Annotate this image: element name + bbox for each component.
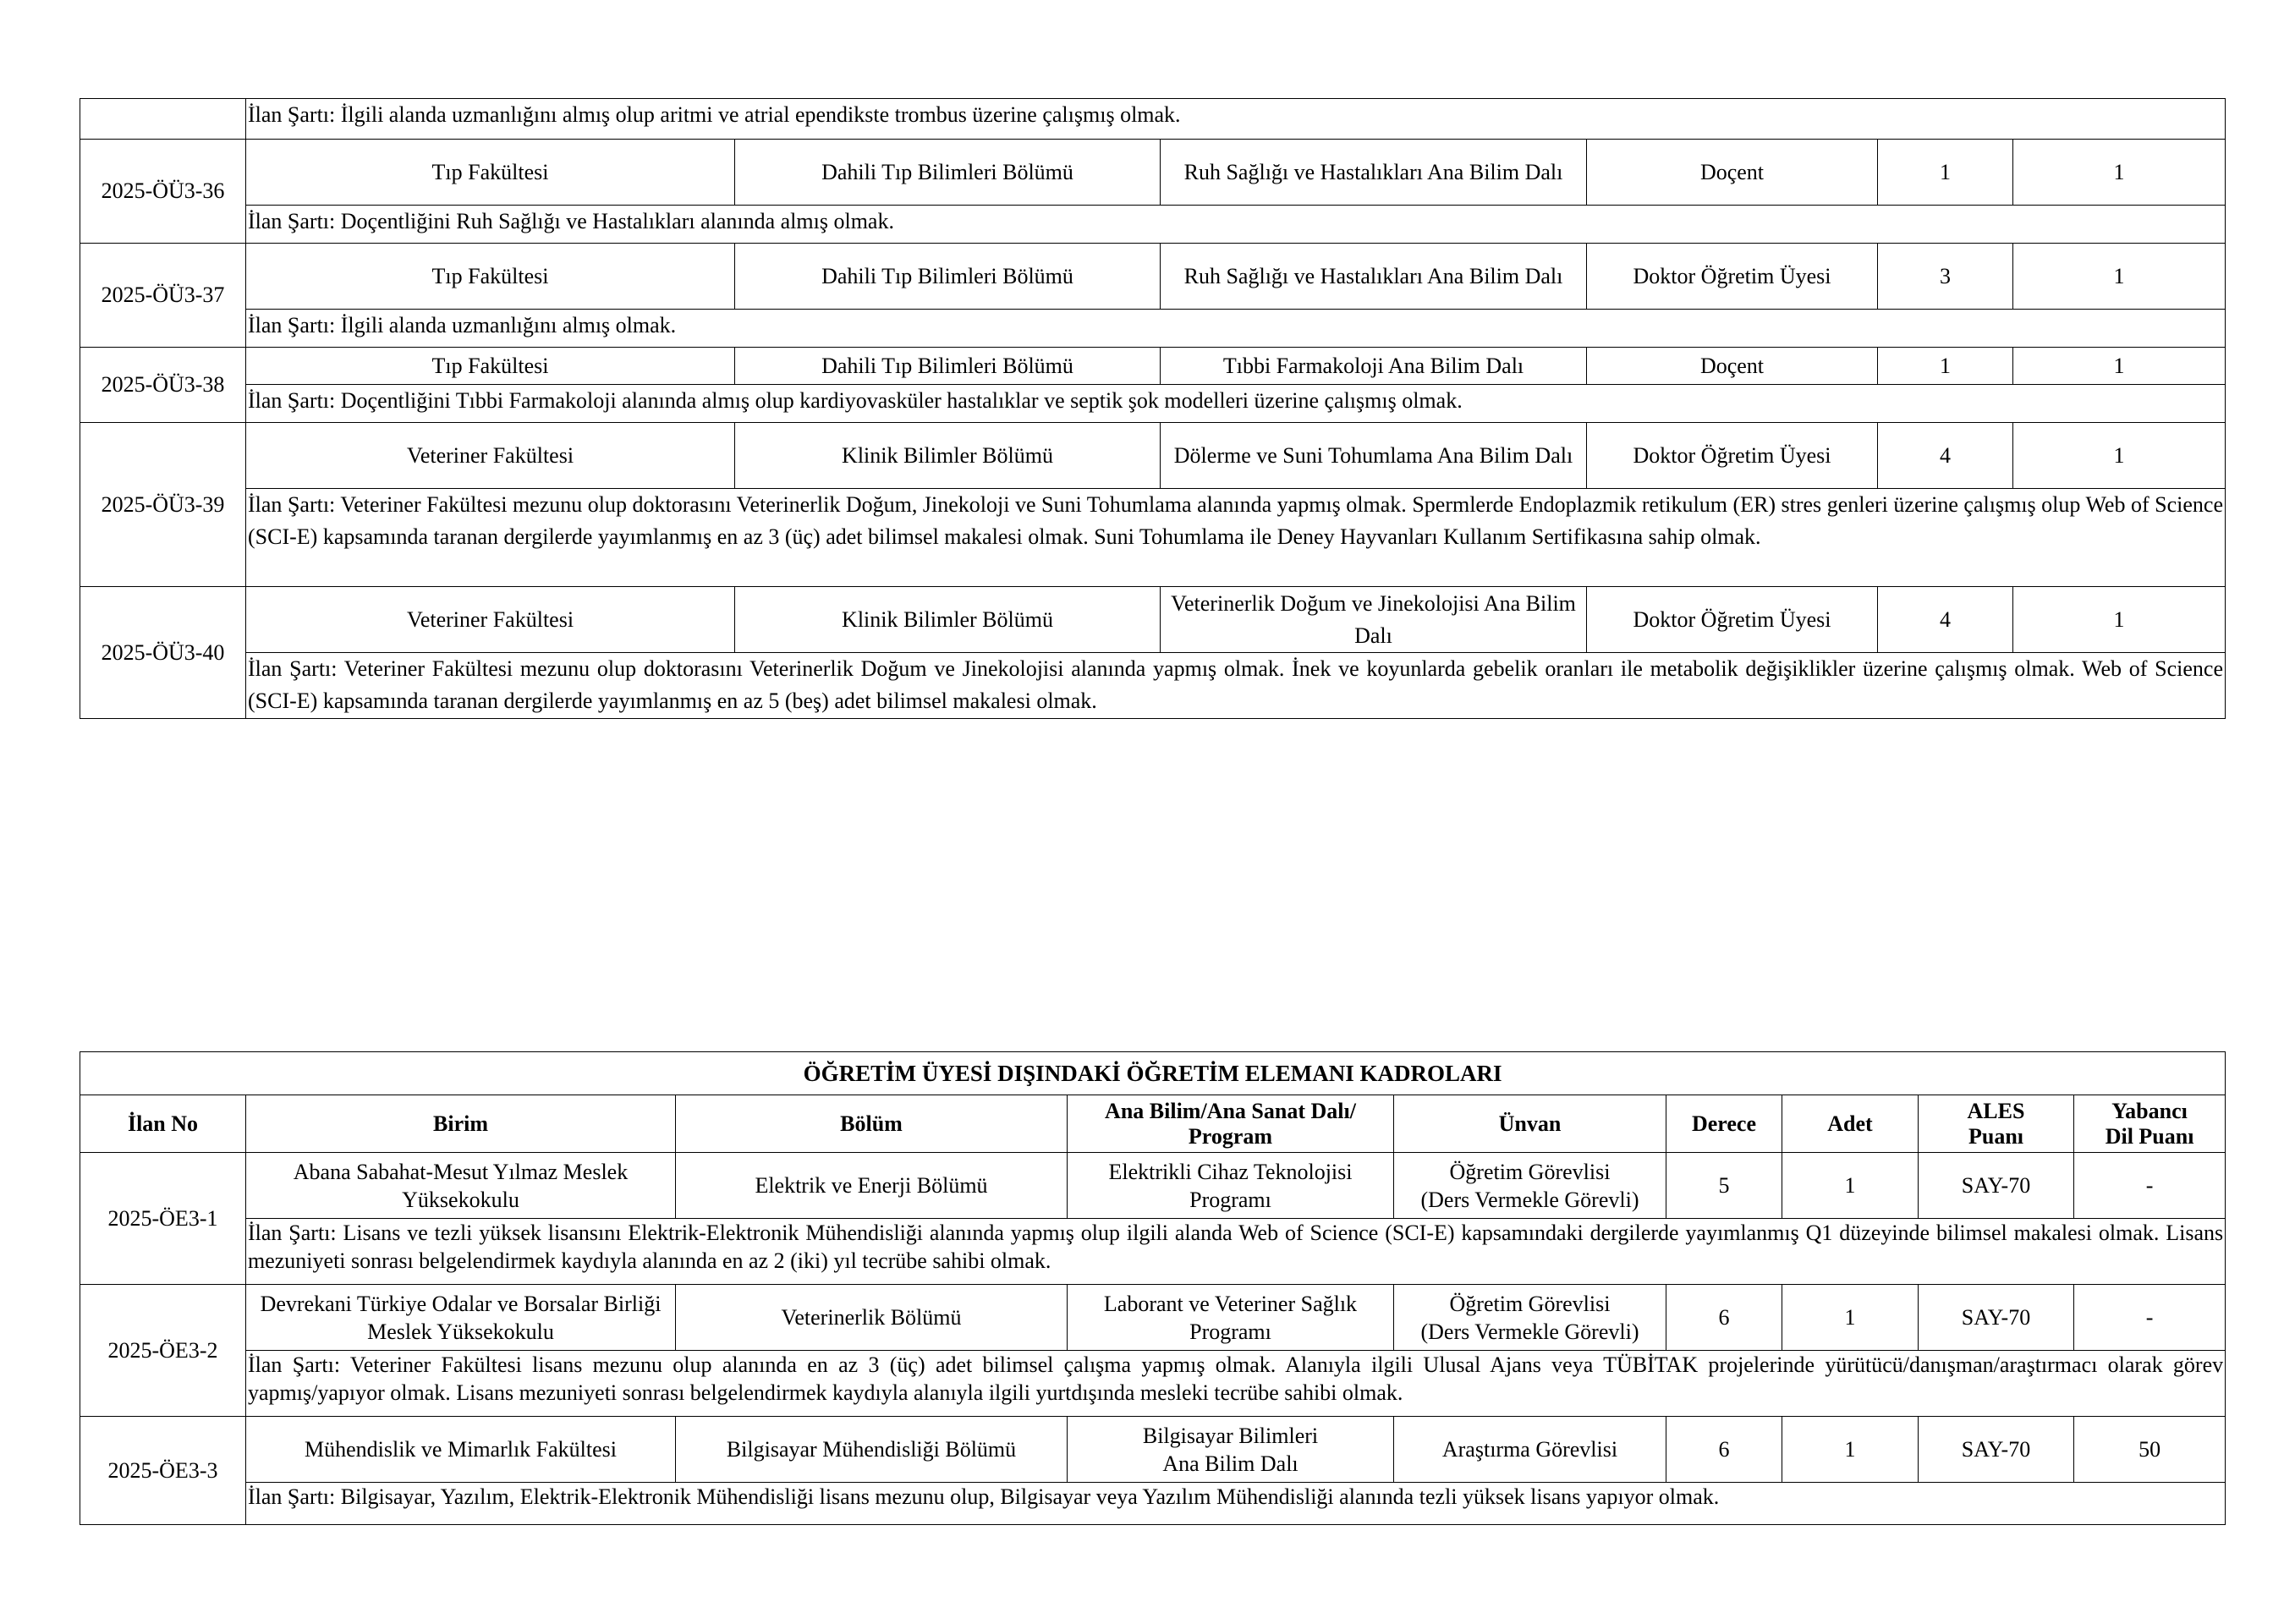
adet-cell: 1	[1782, 1417, 1919, 1483]
table-title: ÖĞRETİM ÜYESİ DIŞINDAKİ ÖĞRETİM ELEMANI KADROLARI	[80, 1052, 2226, 1095]
ilan-no-cell: 2025-ÖE3-3	[80, 1417, 246, 1525]
program-cell	[1068, 1417, 1394, 1483]
birim-cell: Devrekani Türkiye Odalar ve Borsalar Birliği Meslek Yüksekokulu	[246, 1285, 676, 1351]
bolum-cell: Elektrik ve Enerji Bölümü	[676, 1153, 1068, 1219]
condition-cell: İlan Şartı: İlgili alanda uzmanlığını almış olmak.	[246, 310, 2226, 348]
ilan-no-cell: 2025-ÖÜ3-39	[80, 423, 246, 587]
unvan-cell	[1394, 1153, 1666, 1219]
header-adet: Adet	[1782, 1095, 1919, 1153]
derece-cell: 3	[1878, 244, 2013, 310]
bolum-cell: Bilgisayar Mühendisliği Bölümü	[676, 1417, 1068, 1483]
adet-cell: 1	[2013, 140, 2226, 206]
ales-cell: SAY-70	[1919, 1153, 2074, 1219]
adet-cell: 1	[1782, 1285, 1919, 1351]
birim-cell: Abana Sabahat-Mesut Yılmaz Meslek Yüksekokulu	[246, 1153, 676, 1219]
birim-cell: Veteriner Fakültesi	[246, 587, 735, 653]
table-row	[80, 489, 2226, 587]
table-row	[80, 653, 2226, 719]
ilan-no-cell: 2025-ÖÜ3-38	[80, 348, 246, 423]
derece-cell: 5	[1666, 1153, 1782, 1219]
non-faculty-positions-table	[80, 1051, 2226, 1525]
table-row	[80, 1285, 2226, 1351]
condition-cell: İlan Şartı: Veteriner Fakültesi mezunu olup doktorasını Veterinerlik Doğum, Jinekoloji ve Suni Tohumlama alanında yapmış olmak. Spermlerde Endoplazmik retikulum (ER) stres genleri üzerine çalışmış olup Web of Science (SCI-E) kapsamında taranan dergilerde yayımlanmış en az 3 (üç) adet bilimsel makalesi olmak. Suni Tohumlama ile Deney Hayvanları Kullanım Sertifikasına sahip olmak.	[246, 489, 2226, 587]
unvan-cell: Doçent	[1587, 140, 1878, 206]
table-row	[80, 1351, 2226, 1417]
table-row	[80, 1417, 2226, 1483]
unvan-cell: Doktor Öğretim Üyesi	[1587, 587, 1878, 653]
table-row	[80, 140, 2226, 206]
derece-cell: 4	[1878, 423, 2013, 489]
condition-cell: İlan Şartı: Doçentliğini Tıbbi Farmakoloji alanında almış olup kardiyovasküler hastalıklar ve septik şok modelleri üzerine çalışmış olmak.	[246, 385, 2226, 423]
faculty-positions-table	[80, 98, 2226, 719]
header-bolum: Bölüm	[676, 1095, 1068, 1153]
unvan-line2: (Ders Vermekle Görevli)	[1420, 1319, 1639, 1344]
header-ales-line2: Puanı	[1968, 1123, 2024, 1149]
ana-bilim-cell: Dölerme ve Suni Tohumlama Ana Bilim Dalı	[1161, 423, 1587, 489]
ana-bilim-cell: Veterinerlik Doğum ve Jinekolojisi Ana Bilim Dalı	[1161, 587, 1587, 653]
bolum-cell: Dahili Tıp Bilimleri Bölümü	[735, 140, 1161, 206]
yabanci-dil-cell: -	[2074, 1285, 2226, 1351]
condition-cell: İlan Şartı: Veteriner Fakültesi lisans mezunu olup alanında en az 3 (üç) adet bilimsel çalışma yapmış olmak. Alanıyla ilgili Ulusal Ajans veya TÜBİTAK projelerinde yürütücü/danışman/araştırmacı olarak görev yapmış/yapıyor olmak. Lisans mezuniyeti sonrası belgelendirmek kaydıyla alanıyla ilgili yurtdışında mesleki tecrübe sahibi olmak.	[246, 1351, 2226, 1417]
header-ilan-no: İlan No	[80, 1095, 246, 1153]
condition-cell: İlan Şartı: Bilgisayar, Yazılım, Elektrik-Elektronik Mühendisliği lisans mezunu olup, Bilgisayar veya Yazılım Mühendisliği alanında tezli yüksek lisans yapıyor olmak.	[246, 1483, 2226, 1525]
adet-cell: 1	[1782, 1153, 1919, 1219]
adet-cell: 1	[2013, 348, 2226, 385]
header-ana-bilim	[1068, 1095, 1394, 1153]
derece-cell: 4	[1878, 587, 2013, 653]
header-ana-bilim-line2: Program	[1188, 1123, 1273, 1149]
ilan-no-cell: 2025-ÖÜ3-40	[80, 587, 246, 719]
table-row	[80, 587, 2226, 653]
ales-cell: SAY-70	[1919, 1285, 2074, 1351]
condition-cell: İlan Şartı: İlgili alanda uzmanlığını almış olup aritmi ve atrial ependikste trombus üzerine çalışmış olmak.	[246, 99, 2226, 140]
table-row	[80, 99, 2226, 140]
header-birim: Birim	[246, 1095, 676, 1153]
derece-cell: 6	[1666, 1417, 1782, 1483]
yabanci-dil-cell: 50	[2074, 1417, 2226, 1483]
birim-cell: Mühendislik ve Mimarlık Fakültesi	[246, 1417, 676, 1483]
table-row	[80, 1153, 2226, 1219]
unvan-cell: Doçent	[1587, 348, 1878, 385]
header-unvan: Ünvan	[1394, 1095, 1666, 1153]
birim-cell: Tıp Fakültesi	[246, 348, 735, 385]
table-header-row	[80, 1095, 2226, 1153]
unvan-cell: Doktor Öğretim Üyesi	[1587, 244, 1878, 310]
program-cell: Elektrikli Cihaz Teknolojisi Programı	[1068, 1153, 1394, 1219]
header-yabanci-line2: Dil Puanı	[2105, 1123, 2194, 1149]
derece-cell: 6	[1666, 1285, 1782, 1351]
unvan-cell: Doktor Öğretim Üyesi	[1587, 423, 1878, 489]
header-derece: Derece	[1666, 1095, 1782, 1153]
ilan-no-cell: 2025-ÖÜ3-36	[80, 140, 246, 244]
table-row	[80, 1483, 2226, 1525]
unvan-cell	[1394, 1285, 1666, 1351]
bolum-cell: Veterinerlik Bölümü	[676, 1285, 1068, 1351]
table-row	[80, 244, 2226, 310]
program-cell: Laborant ve Veteriner Sağlık Programı	[1068, 1285, 1394, 1351]
birim-cell: Tıp Fakültesi	[246, 140, 735, 206]
ilan-no-cell: 2025-ÖÜ3-37	[80, 244, 246, 348]
ilan-no-cell: 2025-ÖE3-2	[80, 1285, 246, 1417]
program-line2: Ana Bilim Dalı	[1162, 1451, 1298, 1476]
table-row	[80, 423, 2226, 489]
bolum-cell: Klinik Bilimler Bölümü	[735, 587, 1161, 653]
header-ales-line1: ALES	[1967, 1098, 2025, 1123]
table-row	[80, 206, 2226, 244]
ilan-no-cell	[80, 99, 246, 140]
table-row	[80, 348, 2226, 385]
table-title-row	[80, 1052, 2226, 1095]
program-line1: Bilgisayar Bilimleri	[1142, 1423, 1319, 1448]
condition-cell: İlan Şartı: Lisans ve tezli yüksek lisansını Elektrik-Elektronik Mühendisliği alanında yapmış olup ilgili alanda Web of Science (SCI-E) kapsamındaki dergilerde yayımlanmış Q1 düzeyinde bilimsel makalesi olmak. Lisans mezuniyeti sonrası belgelendirmek kaydıyla alanında en az 2 (iki) yıl tecrübe sahibi olmak.	[246, 1219, 2226, 1285]
derece-cell: 1	[1878, 348, 2013, 385]
ilan-no-cell: 2025-ÖE3-1	[80, 1153, 246, 1285]
unvan-line2: (Ders Vermekle Görevli)	[1420, 1187, 1639, 1212]
birim-cell: Tıp Fakültesi	[246, 244, 735, 310]
table-row	[80, 310, 2226, 348]
ana-bilim-cell: Ruh Sağlığı ve Hastalıkları Ana Bilim Dalı	[1161, 244, 1587, 310]
header-yabanci-line1: Yabancı	[2111, 1098, 2188, 1123]
header-ales	[1919, 1095, 2074, 1153]
adet-cell: 1	[2013, 423, 2226, 489]
yabanci-dil-cell: -	[2074, 1153, 2226, 1219]
birim-cell: Veteriner Fakültesi	[246, 423, 735, 489]
adet-cell: 1	[2013, 587, 2226, 653]
bolum-cell: Klinik Bilimler Bölümü	[735, 423, 1161, 489]
ales-cell: SAY-70	[1919, 1417, 2074, 1483]
bolum-cell: Dahili Tıp Bilimleri Bölümü	[735, 244, 1161, 310]
table-row	[80, 1219, 2226, 1285]
table-row	[80, 385, 2226, 423]
header-yabanci	[2074, 1095, 2226, 1153]
ana-bilim-cell: Tıbbi Farmakoloji Ana Bilim Dalı	[1161, 348, 1587, 385]
header-ana-bilim-line1: Ana Bilim/Ana Sanat Dalı/	[1105, 1098, 1356, 1123]
adet-cell: 1	[2013, 244, 2226, 310]
condition-cell: İlan Şartı: Doçentliğini Ruh Sağlığı ve Hastalıkları alanında almış olmak.	[246, 206, 2226, 244]
derece-cell: 1	[1878, 140, 2013, 206]
condition-cell: İlan Şartı: Veteriner Fakültesi mezunu olup doktorasını Veterinerlik Doğum ve Jinekolojisi alanında yapmış olmak. İnek ve koyunlarda gebelik oranları ile metabolik değişiklikler üzerine çalışmış olmak. Web of Science (SCI-E) kapsamında taranan dergilerde yayımlanmış en az 5 (beş) adet bilimsel makalesi olmak.	[246, 653, 2226, 719]
unvan-cell: Araştırma Görevlisi	[1394, 1417, 1666, 1483]
unvan-line1: Öğretim Görevlisi	[1449, 1291, 1611, 1316]
ana-bilim-cell: Ruh Sağlığı ve Hastalıkları Ana Bilim Dalı	[1161, 140, 1587, 206]
unvan-line1: Öğretim Görevlisi	[1449, 1159, 1611, 1184]
bolum-cell: Dahili Tıp Bilimleri Bölümü	[735, 348, 1161, 385]
